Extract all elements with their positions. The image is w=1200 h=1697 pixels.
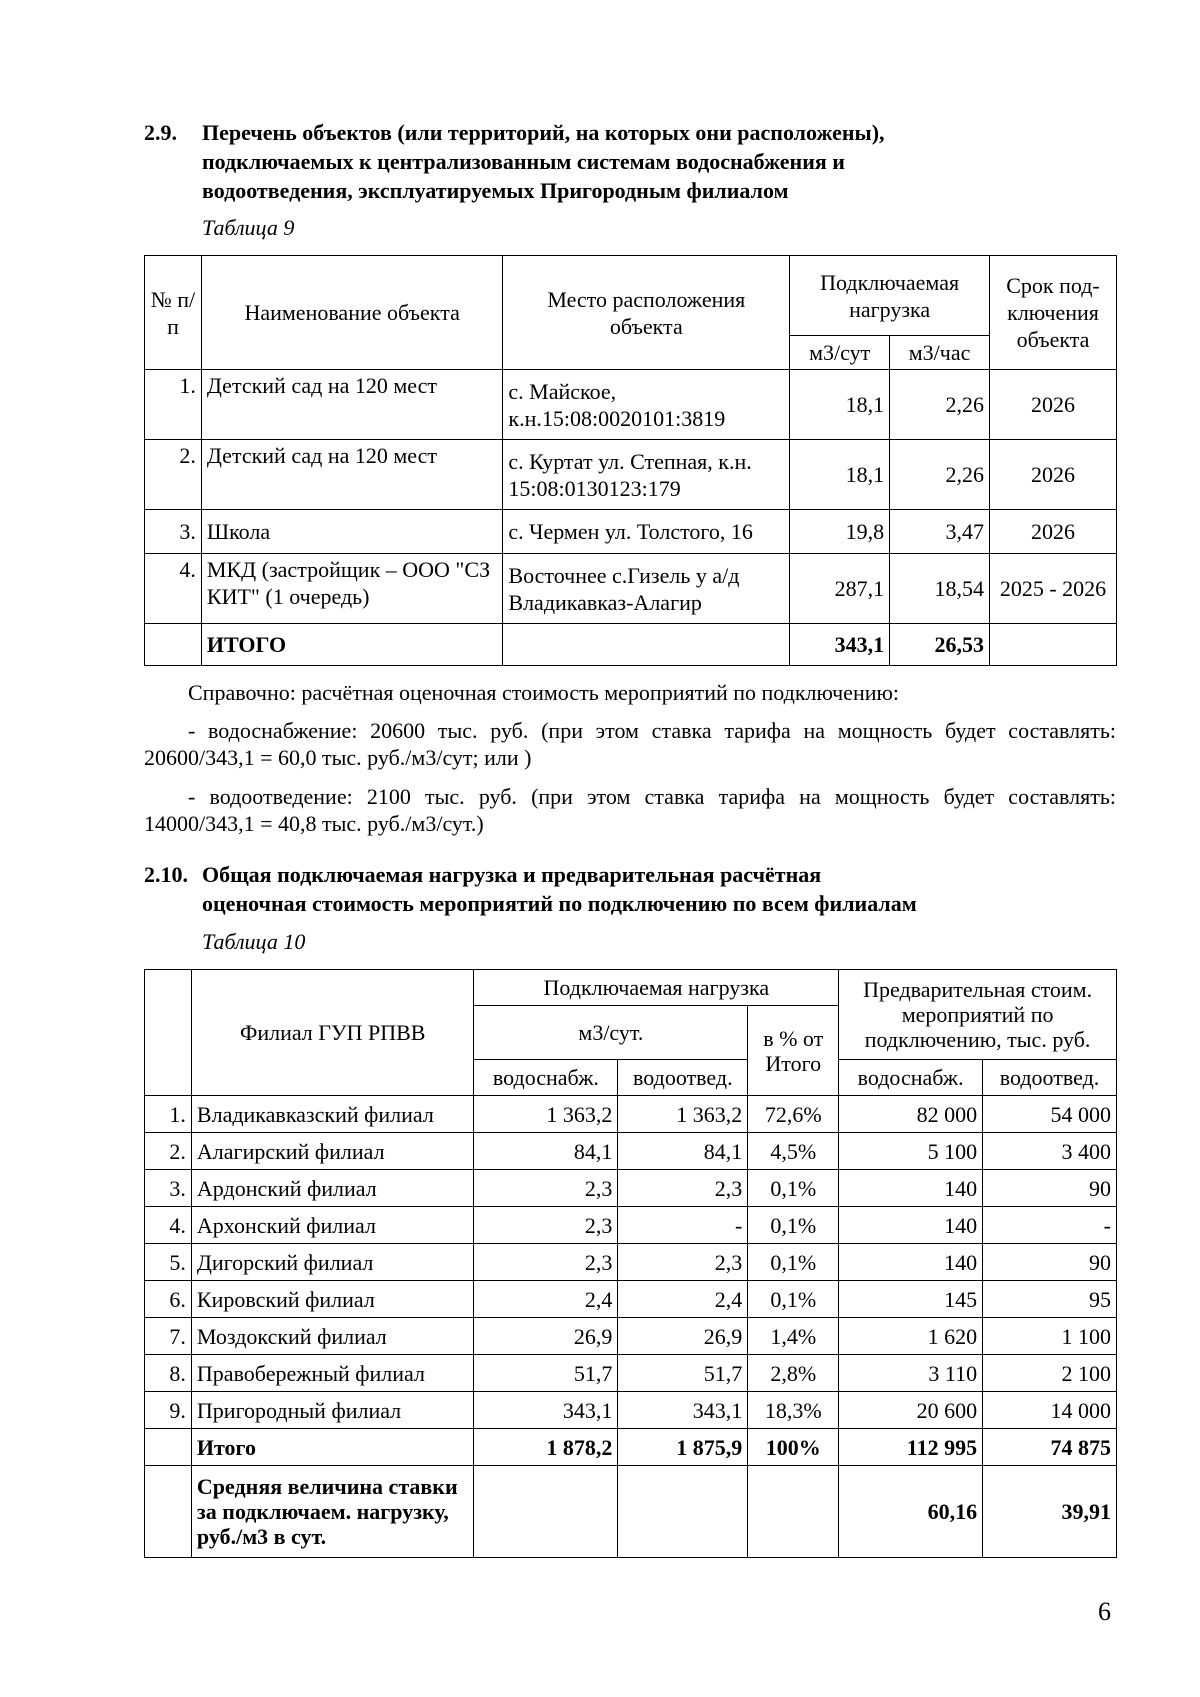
table-row bbox=[145, 440, 1117, 510]
header-name: Наименование объекта bbox=[201, 256, 503, 370]
cell-name: Детский сад на 120 мест bbox=[201, 440, 503, 510]
cell-num: 2. bbox=[145, 440, 202, 510]
table-total-row bbox=[145, 624, 1117, 666]
cell-term: 2026 bbox=[990, 370, 1117, 440]
section-title-line: Перечень объектов (или территорий, на которых они расположены), bbox=[202, 120, 885, 145]
cell-cost-water: 140 bbox=[839, 1244, 983, 1281]
cell-cost-water: 5 100 bbox=[839, 1133, 983, 1170]
total-hour: 26,53 bbox=[890, 624, 990, 666]
cell-cost-water: 145 bbox=[839, 1281, 983, 1318]
cell-load-sewer: 26,9 bbox=[618, 1318, 748, 1355]
note-intro: Справочно: расчётная оценочная стоимость мероприятий по подключению: bbox=[188, 680, 900, 705]
table-row bbox=[145, 1170, 1117, 1207]
cell-empty bbox=[748, 1466, 839, 1558]
cell-hour: 18,54 bbox=[890, 554, 990, 624]
note-water: - водоснабжение: 20600 тыс. руб. (при этом ставка тарифа на мощность будет составлять: 20600/343,1 = 60,0 тыс. руб./м3/сут; или ) bbox=[144, 718, 1116, 770]
header-unit: м3/сут. bbox=[474, 1006, 748, 1060]
cell-name: МКД (застройщик – ООО "СЗ КИТ" (1 очередь) bbox=[201, 554, 503, 624]
cell-hour: 3,47 bbox=[890, 510, 990, 554]
cell-term: 2025 - 2026 bbox=[990, 554, 1117, 624]
cell-pct: 4,5% bbox=[748, 1133, 839, 1170]
note-sewer: - водоотведение: 2100 тыс. руб. (при этом ставка тарифа на мощность будет составлять: 14000/343,1 = 40,8 тыс. руб./м3/сут.) bbox=[144, 784, 1116, 836]
average-cost-sewer: 39,91 bbox=[983, 1466, 1117, 1558]
table-row bbox=[145, 1392, 1117, 1429]
cell-pct: 0,1% bbox=[748, 1170, 839, 1207]
cell-empty bbox=[990, 624, 1117, 666]
cell-load-water: 84,1 bbox=[474, 1133, 618, 1170]
cell-cost-water: 140 bbox=[839, 1170, 983, 1207]
table-row bbox=[145, 1355, 1117, 1392]
cell-load-water: 2,4 bbox=[474, 1281, 618, 1318]
cell-num: 6. bbox=[145, 1281, 192, 1318]
table-9 bbox=[144, 255, 1117, 666]
cell-load-sewer: 84,1 bbox=[618, 1133, 748, 1170]
cell-empty bbox=[618, 1466, 748, 1558]
cell-name: Владикавказский филиал bbox=[191, 1096, 474, 1133]
average-label: Средняя величина ставки за подключаем. нагрузку, руб./м3 в сут. bbox=[191, 1466, 474, 1558]
cell-load-water: 26,9 bbox=[474, 1318, 618, 1355]
cell-num: 1. bbox=[145, 1096, 192, 1133]
total-label: ИТОГО bbox=[201, 624, 503, 666]
total-cost-water: 112 995 bbox=[839, 1429, 983, 1466]
cell-name: Алагирский филиал bbox=[191, 1133, 474, 1170]
section-title bbox=[202, 860, 1102, 918]
table-average-row bbox=[145, 1466, 1117, 1558]
cell-term: 2026 bbox=[990, 440, 1117, 510]
cell-name: Детский сад на 120 мест bbox=[201, 370, 503, 440]
header-load-sewer: водоотвед. bbox=[618, 1060, 748, 1096]
header-place: Место расположения объекта bbox=[503, 256, 790, 370]
section-title-line: оценочная стоимость мероприятий по подключению по всем филиалам bbox=[202, 891, 917, 916]
cell-pct: 18,3% bbox=[748, 1392, 839, 1429]
cell-load-sewer: 2,3 bbox=[618, 1244, 748, 1281]
section-title-line: водоотведения, эксплуатируемых Пригородным филиалом bbox=[202, 178, 789, 203]
table-total-row bbox=[145, 1429, 1117, 1466]
cell-place: с. Майское, к.н.15:08:0020101:3819 bbox=[503, 370, 790, 440]
section-title-line: подключаемых к централизованным системам водоснабжения и bbox=[202, 149, 845, 174]
cell-cost-water: 82 000 bbox=[839, 1096, 983, 1133]
page-number: 6 bbox=[1098, 1597, 1111, 1626]
section-title-line: Общая подключаемая нагрузка и предварительная расчётная bbox=[202, 862, 822, 887]
table-row bbox=[145, 1207, 1117, 1244]
total-load-water: 1 878,2 bbox=[474, 1429, 618, 1466]
cell-num: 3. bbox=[145, 510, 202, 554]
section-number: 2.10. bbox=[144, 862, 188, 887]
cell-name: Архонский филиал bbox=[191, 1207, 474, 1244]
table-caption: Таблица 9 bbox=[202, 215, 295, 240]
total-load-sewer: 1 875,9 bbox=[618, 1429, 748, 1466]
total-day: 343,1 bbox=[790, 624, 890, 666]
cell-hour: 2,26 bbox=[890, 440, 990, 510]
cell-load-water: 2,3 bbox=[474, 1244, 618, 1281]
cell-day: 18,1 bbox=[790, 440, 890, 510]
cell-cost-sewer: 14 000 bbox=[983, 1392, 1117, 1429]
table-row bbox=[145, 554, 1117, 624]
header-load: Подключаемая нагрузка bbox=[474, 970, 839, 1006]
table-row bbox=[145, 1244, 1117, 1281]
cell-cost-sewer: 90 bbox=[983, 1244, 1117, 1281]
cell-name: Кировский филиал bbox=[191, 1281, 474, 1318]
table-caption: Таблица 10 bbox=[202, 929, 306, 954]
cell-name: Правобережный филиал bbox=[191, 1355, 474, 1392]
cell-pct: 2,8% bbox=[748, 1355, 839, 1392]
cell-name: Школа bbox=[201, 510, 503, 554]
cell-empty bbox=[474, 1466, 618, 1558]
table-row bbox=[145, 370, 1117, 440]
total-label: Итого bbox=[191, 1429, 474, 1466]
table-row bbox=[145, 1133, 1117, 1170]
cell-cost-sewer: 95 bbox=[983, 1281, 1117, 1318]
cell-empty bbox=[145, 624, 202, 666]
cell-empty bbox=[503, 624, 790, 666]
header-branch: Филиал ГУП РПВВ bbox=[191, 970, 474, 1096]
cell-load-water: 1 363,2 bbox=[474, 1096, 618, 1133]
cell-cost-sewer: 90 bbox=[983, 1170, 1117, 1207]
cell-load-sewer: 1 363,2 bbox=[618, 1096, 748, 1133]
header-unit-hour: м3/час bbox=[890, 336, 990, 370]
cell-num: 7. bbox=[145, 1318, 192, 1355]
header-term: Срок под- ключения объекта bbox=[990, 256, 1117, 370]
cell-load-water: 51,7 bbox=[474, 1355, 618, 1392]
header-empty bbox=[145, 970, 192, 1096]
cell-day: 19,8 bbox=[790, 510, 890, 554]
total-cost-sewer: 74 875 bbox=[983, 1429, 1117, 1466]
cell-cost-water: 140 bbox=[839, 1207, 983, 1244]
header-unit-day: м3/сут bbox=[790, 336, 890, 370]
section-title bbox=[202, 118, 1102, 205]
cell-cost-water: 3 110 bbox=[839, 1355, 983, 1392]
cell-load-sewer: 2,3 bbox=[618, 1170, 748, 1207]
cell-pct: 0,1% bbox=[748, 1244, 839, 1281]
cell-cost-sewer: 54 000 bbox=[983, 1096, 1117, 1133]
cell-cost-sewer: - bbox=[983, 1207, 1117, 1244]
cell-day: 287,1 bbox=[790, 554, 890, 624]
cell-pct: 0,1% bbox=[748, 1281, 839, 1318]
cell-day: 18,1 bbox=[790, 370, 890, 440]
cell-cost-sewer: 3 400 bbox=[983, 1133, 1117, 1170]
table-row bbox=[145, 1318, 1117, 1355]
cell-num: 4. bbox=[145, 554, 202, 624]
cell-cost-sewer: 1 100 bbox=[983, 1318, 1117, 1355]
cell-pct: 1,4% bbox=[748, 1318, 839, 1355]
cell-empty bbox=[145, 1429, 192, 1466]
header-cost: Предварительная стоим. мероприятий по подключению, тыс. руб. bbox=[839, 970, 1117, 1060]
table-row bbox=[145, 1096, 1117, 1133]
table-row bbox=[145, 510, 1117, 554]
cell-load-sewer: 343,1 bbox=[618, 1392, 748, 1429]
cell-name: Дигорский филиал bbox=[191, 1244, 474, 1281]
table-10 bbox=[144, 969, 1117, 1558]
cell-name: Ардонский филиал bbox=[191, 1170, 474, 1207]
cell-place: с. Куртат ул. Степная, к.н. 15:08:0130123:179 bbox=[503, 440, 790, 510]
header-cost-water: водоснабж. bbox=[839, 1060, 983, 1096]
cell-place: Восточнее с.Гизель у а/д Владикавказ-Алагир bbox=[503, 554, 790, 624]
cell-place: с. Чермен ул. Толстого, 16 bbox=[503, 510, 790, 554]
average-cost-water: 60,16 bbox=[839, 1466, 983, 1558]
header-load: Подключаемая нагрузка bbox=[790, 256, 990, 336]
cell-cost-water: 1 620 bbox=[839, 1318, 983, 1355]
header-pct: в % от Итого bbox=[748, 1006, 839, 1096]
cell-name: Пригородный филиал bbox=[191, 1392, 474, 1429]
cell-empty bbox=[145, 1466, 192, 1558]
cell-name: Моздокский филиал bbox=[191, 1318, 474, 1355]
cell-num: 8. bbox=[145, 1355, 192, 1392]
cell-term: 2026 bbox=[990, 510, 1117, 554]
total-pct: 100% bbox=[748, 1429, 839, 1466]
header-num: № п/п bbox=[145, 256, 202, 370]
cell-load-water: 343,1 bbox=[474, 1392, 618, 1429]
cell-load-sewer: - bbox=[618, 1207, 748, 1244]
cell-load-sewer: 51,7 bbox=[618, 1355, 748, 1392]
cell-load-water: 2,3 bbox=[474, 1170, 618, 1207]
cell-load-sewer: 2,4 bbox=[618, 1281, 748, 1318]
cell-cost-sewer: 2 100 bbox=[983, 1355, 1117, 1392]
section-number: 2.9. bbox=[144, 120, 177, 145]
cell-num: 5. bbox=[145, 1244, 192, 1281]
cell-num: 2. bbox=[145, 1133, 192, 1170]
cell-cost-water: 20 600 bbox=[839, 1392, 983, 1429]
cell-hour: 2,26 bbox=[890, 370, 990, 440]
cell-pct: 72,6% bbox=[748, 1096, 839, 1133]
cell-num: 9. bbox=[145, 1392, 192, 1429]
cell-pct: 0,1% bbox=[748, 1207, 839, 1244]
cell-num: 3. bbox=[145, 1170, 192, 1207]
table-row bbox=[145, 1281, 1117, 1318]
header-load-water: водоснабж. bbox=[474, 1060, 618, 1096]
cell-load-water: 2,3 bbox=[474, 1207, 618, 1244]
cell-num: 4. bbox=[145, 1207, 192, 1244]
header-cost-sewer: водоотвед. bbox=[983, 1060, 1117, 1096]
cell-num: 1. bbox=[145, 370, 202, 440]
